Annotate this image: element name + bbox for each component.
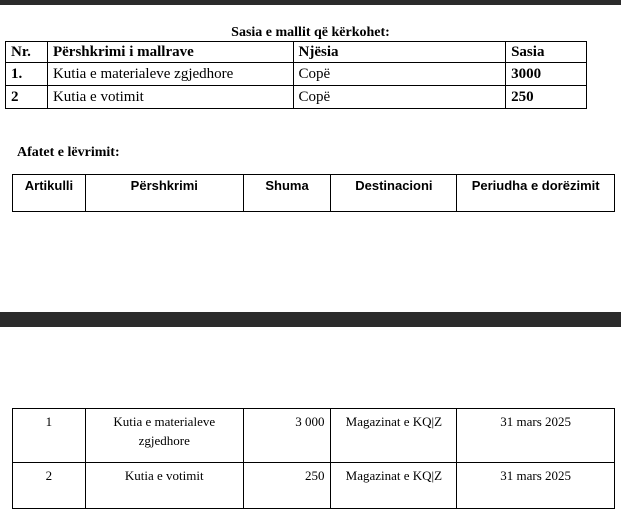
cell-description: Kutia e votimit: [47, 86, 293, 109]
delivery-header-table: [12, 174, 615, 212]
cell-quantity: 250: [506, 86, 587, 109]
cell-destination: Magazinat e KQ|Z: [331, 409, 457, 463]
cell-amount: 3 000: [243, 409, 331, 463]
cell-delivery-period: 31 mars 2025: [457, 463, 615, 509]
header-description: Përshkrimi i mallrave: [47, 42, 293, 63]
cell-description: Kutia e materialeve zgjedhore: [85, 409, 243, 463]
cell-description: Kutia e materialeve zgjedhore: [47, 63, 293, 86]
top-divider-bar: [0, 0, 621, 5]
quantity-section-title: Sasia e mallit që kërkohet:: [231, 25, 390, 40]
cell-description: Kutia e votimit: [85, 463, 243, 509]
cell-unit: Copë: [293, 86, 506, 109]
delivery-table: [12, 408, 615, 509]
table-row: [13, 409, 615, 463]
header-nr: Nr.: [6, 42, 48, 63]
table-row: [6, 86, 587, 109]
cell-nr: 1.: [6, 63, 48, 86]
table-row: [6, 63, 587, 86]
page-break-bar: [0, 312, 621, 327]
cell-nr: 2: [6, 86, 48, 109]
header-quantity: Sasia: [506, 42, 587, 63]
table-row: [13, 463, 615, 509]
cell-delivery-period: 31 mars 2025: [457, 409, 615, 463]
delivery-section-title: Afatet e lëvrimit:: [17, 145, 120, 160]
cell-unit: Copë: [293, 63, 506, 86]
cell-article: 2: [13, 463, 86, 509]
header-unit: Njësia: [293, 42, 506, 63]
table-header-row: [13, 175, 615, 212]
header-destination: Destinacioni: [331, 175, 457, 212]
header-description: Përshkrimi: [85, 175, 243, 212]
quantity-table: [5, 41, 587, 109]
cell-article: 1: [13, 409, 86, 463]
header-article: Artikulli: [13, 175, 86, 212]
cell-quantity: 3000: [506, 63, 587, 86]
cell-destination: Magazinat e KQ|Z: [331, 463, 457, 509]
table-header-row: [6, 42, 587, 63]
cell-amount: 250: [243, 463, 331, 509]
header-amount: Shuma: [243, 175, 331, 212]
header-delivery-period: Periudha e dorëzimit: [457, 175, 615, 212]
